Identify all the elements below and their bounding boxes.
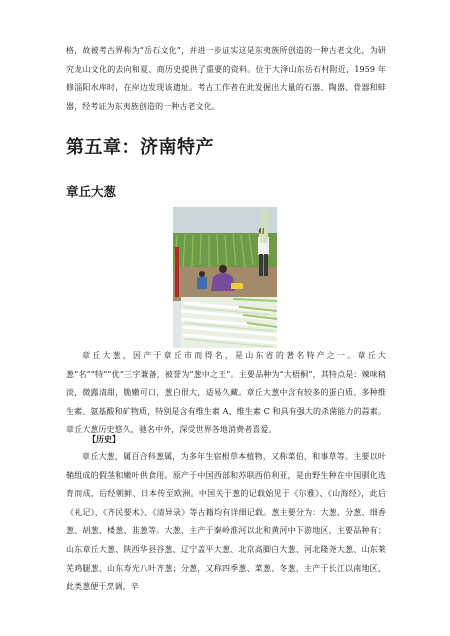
- intro-paragraph: 格，故被考古界称为“岳石文化”，并进一步证实这是东夷族所创造的一种古老文化，为研究龙山文化的去向和夏、商历史提供了重要的资料。位于大泽山东岳石村附近，1959 年修淄阳水库时，在岸边发现该遗址。考古工作者在此发掘出大量的石器、陶器、骨器和蚌器，经考证为东夷族创造的一种古老文化。: [66, 46, 386, 111]
- section-title: 章丘大葱: [66, 184, 117, 199]
- green-onion-harvest-photo: [173, 207, 277, 348]
- description-paragraph: 章丘大葱，因产于章丘市而得名，是山东省的著名特产之一。章丘大葱“名”“特”“优”三字兼备，被誉为“葱中之王”。主要品种为“大梧桐”，其特点是：辣味稍淡，微露清甜，脆嫩可口，葱白很大，适易久藏。章丘大葱中含有较多的蛋白质、多种维生素、氨基酸和矿物质，特别是含有维生素 A、维生素 C 和具有强大的杀菌能力的蒜素。章丘大葱历史悠久，驰名中外，深受世界各地消费者喜爱。: [66, 351, 386, 435]
- history-heading: 【历史】: [88, 434, 120, 444]
- chapter-title: 第五章：济南特产: [66, 137, 214, 158]
- history-paragraph: 章丘大葱，属百合科葱属，为多年生宿根草本植物，又称菜伯、和事草等。主要以叶鞘组成的假茎和嫩叶供食用。原产于中国西部和苏联西伯利亚，是由野生种在中国驯化选育而成，后经朝鲜、日本传至欧洲。中国关于葱的记载始见于《尔雅》、《山海经》，此后《礼记》、《齐民要术》、《清异录》等古籍均有详细记载。葱主要分为：大葱、分葱、细香葱、胡葱、楼葱、韭葱等。大葱，主产于秦岭淮河以北和黄河中下游地区，主要品种有：山东章丘大葱、陕西华县谷葱、辽宁盖平大葱、北京高脚白大葱、河北隆尧大葱、山东莱芜鸡腿葱、山东寿光八叶齐葱；分葱，又称四季葱、菜葱、冬葱，主产于长江以南地区，此类葱便于烹调，辛: [66, 452, 386, 592]
